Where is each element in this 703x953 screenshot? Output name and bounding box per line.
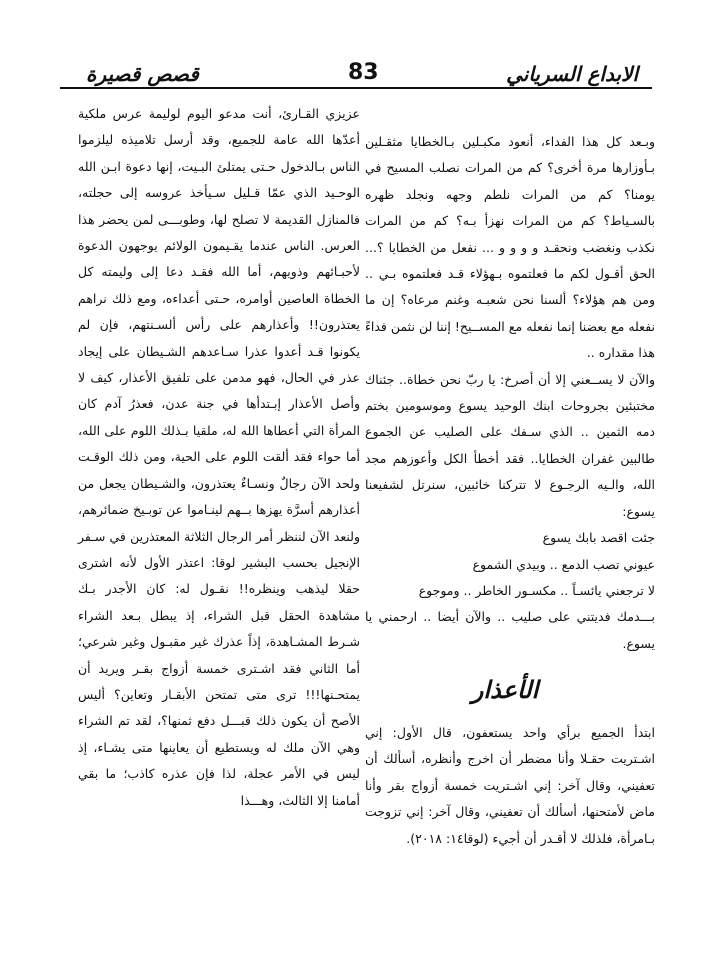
series-title: قصص قصيرة [80,62,205,86]
paragraph: وبـعد كل هذا الفداء، أنعود مكبـلين بـالخطايا مثقـلين بـأوزارها مرة أخرى؟ كم من المرات نصلب المسيح في يومنا؟ كم من المرات نلطم وجهه ونجلد ظهره بالسـياط؟ كم من المرات نهزأ بـه؟ كم من المرات نكذب ونغضب ونحقـد و و و و ... نفعل من الخطايا ؟... الحق أقـول لكم ما فعلتموه بـهؤلاء قـد فعلتموه بـي .. ومن هم هؤلاء؟ ألسنا نحن شعبـه وغنم مرعاه؟ إن ما نفعله مع بعضنا إنما نفعله مع المســيح! إننا لن نثمن فداءً هذا مقداره .. [365,134,655,361]
paragraph: عزيزي القـارئ، أنت مدعو اليوم لوليمة عرس ملكية أعدّها الله عامة للجميع، وقد أرسل تلاميذه ليلزموا الناس بـالدخول حـتى يمتلئ البـيت، إنها دعوة ابـن الله الوحـيد الذي عمّا قـليل سـيأخذ عروسه إلى حجلته، فالمنازل القديمة لا تصلح لها، وطوبـــى لمن يحضر هذا العرس. الناس عندما يقـيمون الولائم يوجهون الدعوة لأحبـائهم وذويهم، أما الله فقـد دعا إلى وليمته كل الخطاة العاصين أوامره، حـتى أعداءه، ومع ذلك نراهم يعتذرون!! وأعذارهم على رأس ألسـنتهم، فإن لم يكونوا قـد أعدوا عذرا سـاعدهم الشـيطان على إيجاد عذر في الحال، فهو مدمن على تلفيق الأعذار، كيف لا وأصل الأعذار إبـتدأها في جنة عدن، فعذرُ آدم كان المرأة التي أعطاها الله له، ملقيا بـذلك اللوم على الله، أما حواء فقد ألقت اللوم على الحية، ومن ذلك الوقـت ولحد الآن رجالٌ ونسـاءٌ يعتذرون، والشـيطان يجعل من أعذارهم أسرَّة يهزها بــهم لينـاموا عن توبـيخ ضمائرهم، ولنعد الآن لننظر أمر الرجال الثلاثة المعتذرين في سـفر الإنجيل بحسب البشير لوقا: اعتذر الأول لأنه اشترى حقلا ليذهب وينظره!! نقـول له: كان الأجدر بـك مشاهدة الحقل قبل الشراء، إذ يبطل بـعد الشراء شـرط المشـاهدة، إذاً عذرك غير مقبـول وغير شرعي؛ أما الثاني فقد اشـترى خمسة أزواج بقـر ويريد أن يمتحـنها!!! ترى متى تمتحن الأبقـار وتعاين؟ أليس الأصح أن يكون ذلك قبـــل دفع ثمنها؟، لقد تم الشراء وهي الآن ملك له ويستطيع أن يعاينها متى يشـاء، إذ ليس في الأمر عجلة، لذا فإن عذره كاذب؛ ما بقي أمامنا إلا الثالث، وهـــذا [78,106,360,808]
hymn-line: بـــدمك فديتني على صليب .. والآن أيضا .. ارحمني يا يسوع. [365,609,655,651]
paragraph: ابتدأ الجميع برأي واحد يستعفون، قال الأول: إني اشـتريت حقـلا وأنا مضطر أن اخرج وأنظره، أسألك أن تعفيني، وقال آخر: إني اشـتريت خمسة أزواج بقر وأنا ماض لأمتحنها، أسألك أن تعفيني، وقال آخر: إني تزوجت بـامرأة، فلذلك لا أقـدر أن أجيء (لوقا١٤: ٢٠١٨). [365,725,655,846]
header-rule [60,87,652,89]
hymn-line: جئت اقصد بابك يسوع [542,530,655,546]
section-body [365,720,655,852]
left-column [78,101,360,814]
publication-title: الابداع السرياني [500,62,644,86]
page-number: 83 [342,60,385,85]
hymn-line: عيوني تصب الدمع .. وبيدي الشموع [472,556,655,572]
hymn [365,525,655,657]
hymn-line: لا ترجعني يائسـاً .. مكسـور الخاطر .. وموجوع [418,582,655,598]
right-column [365,129,655,657]
page-header [60,60,652,96]
section-heading: الأعذار [471,676,539,704]
paragraph: والآن لا يســعني إلا أن أصرخ: يا ربّ نحن خطاة.. جئناك مختبئين بجروحات ابنك الوحيد يسوع وموسومين بختم دمه الثمين .. الذي سـفك على الصليب عن الجموع طالبين غفران الخطايا.. فقد أخطأ الكل وأعوزهم مجد الله، والـيه الرجـوع لا تتركنا خائبين، سنرتل لشفيعنا يسوع: [365,371,655,519]
